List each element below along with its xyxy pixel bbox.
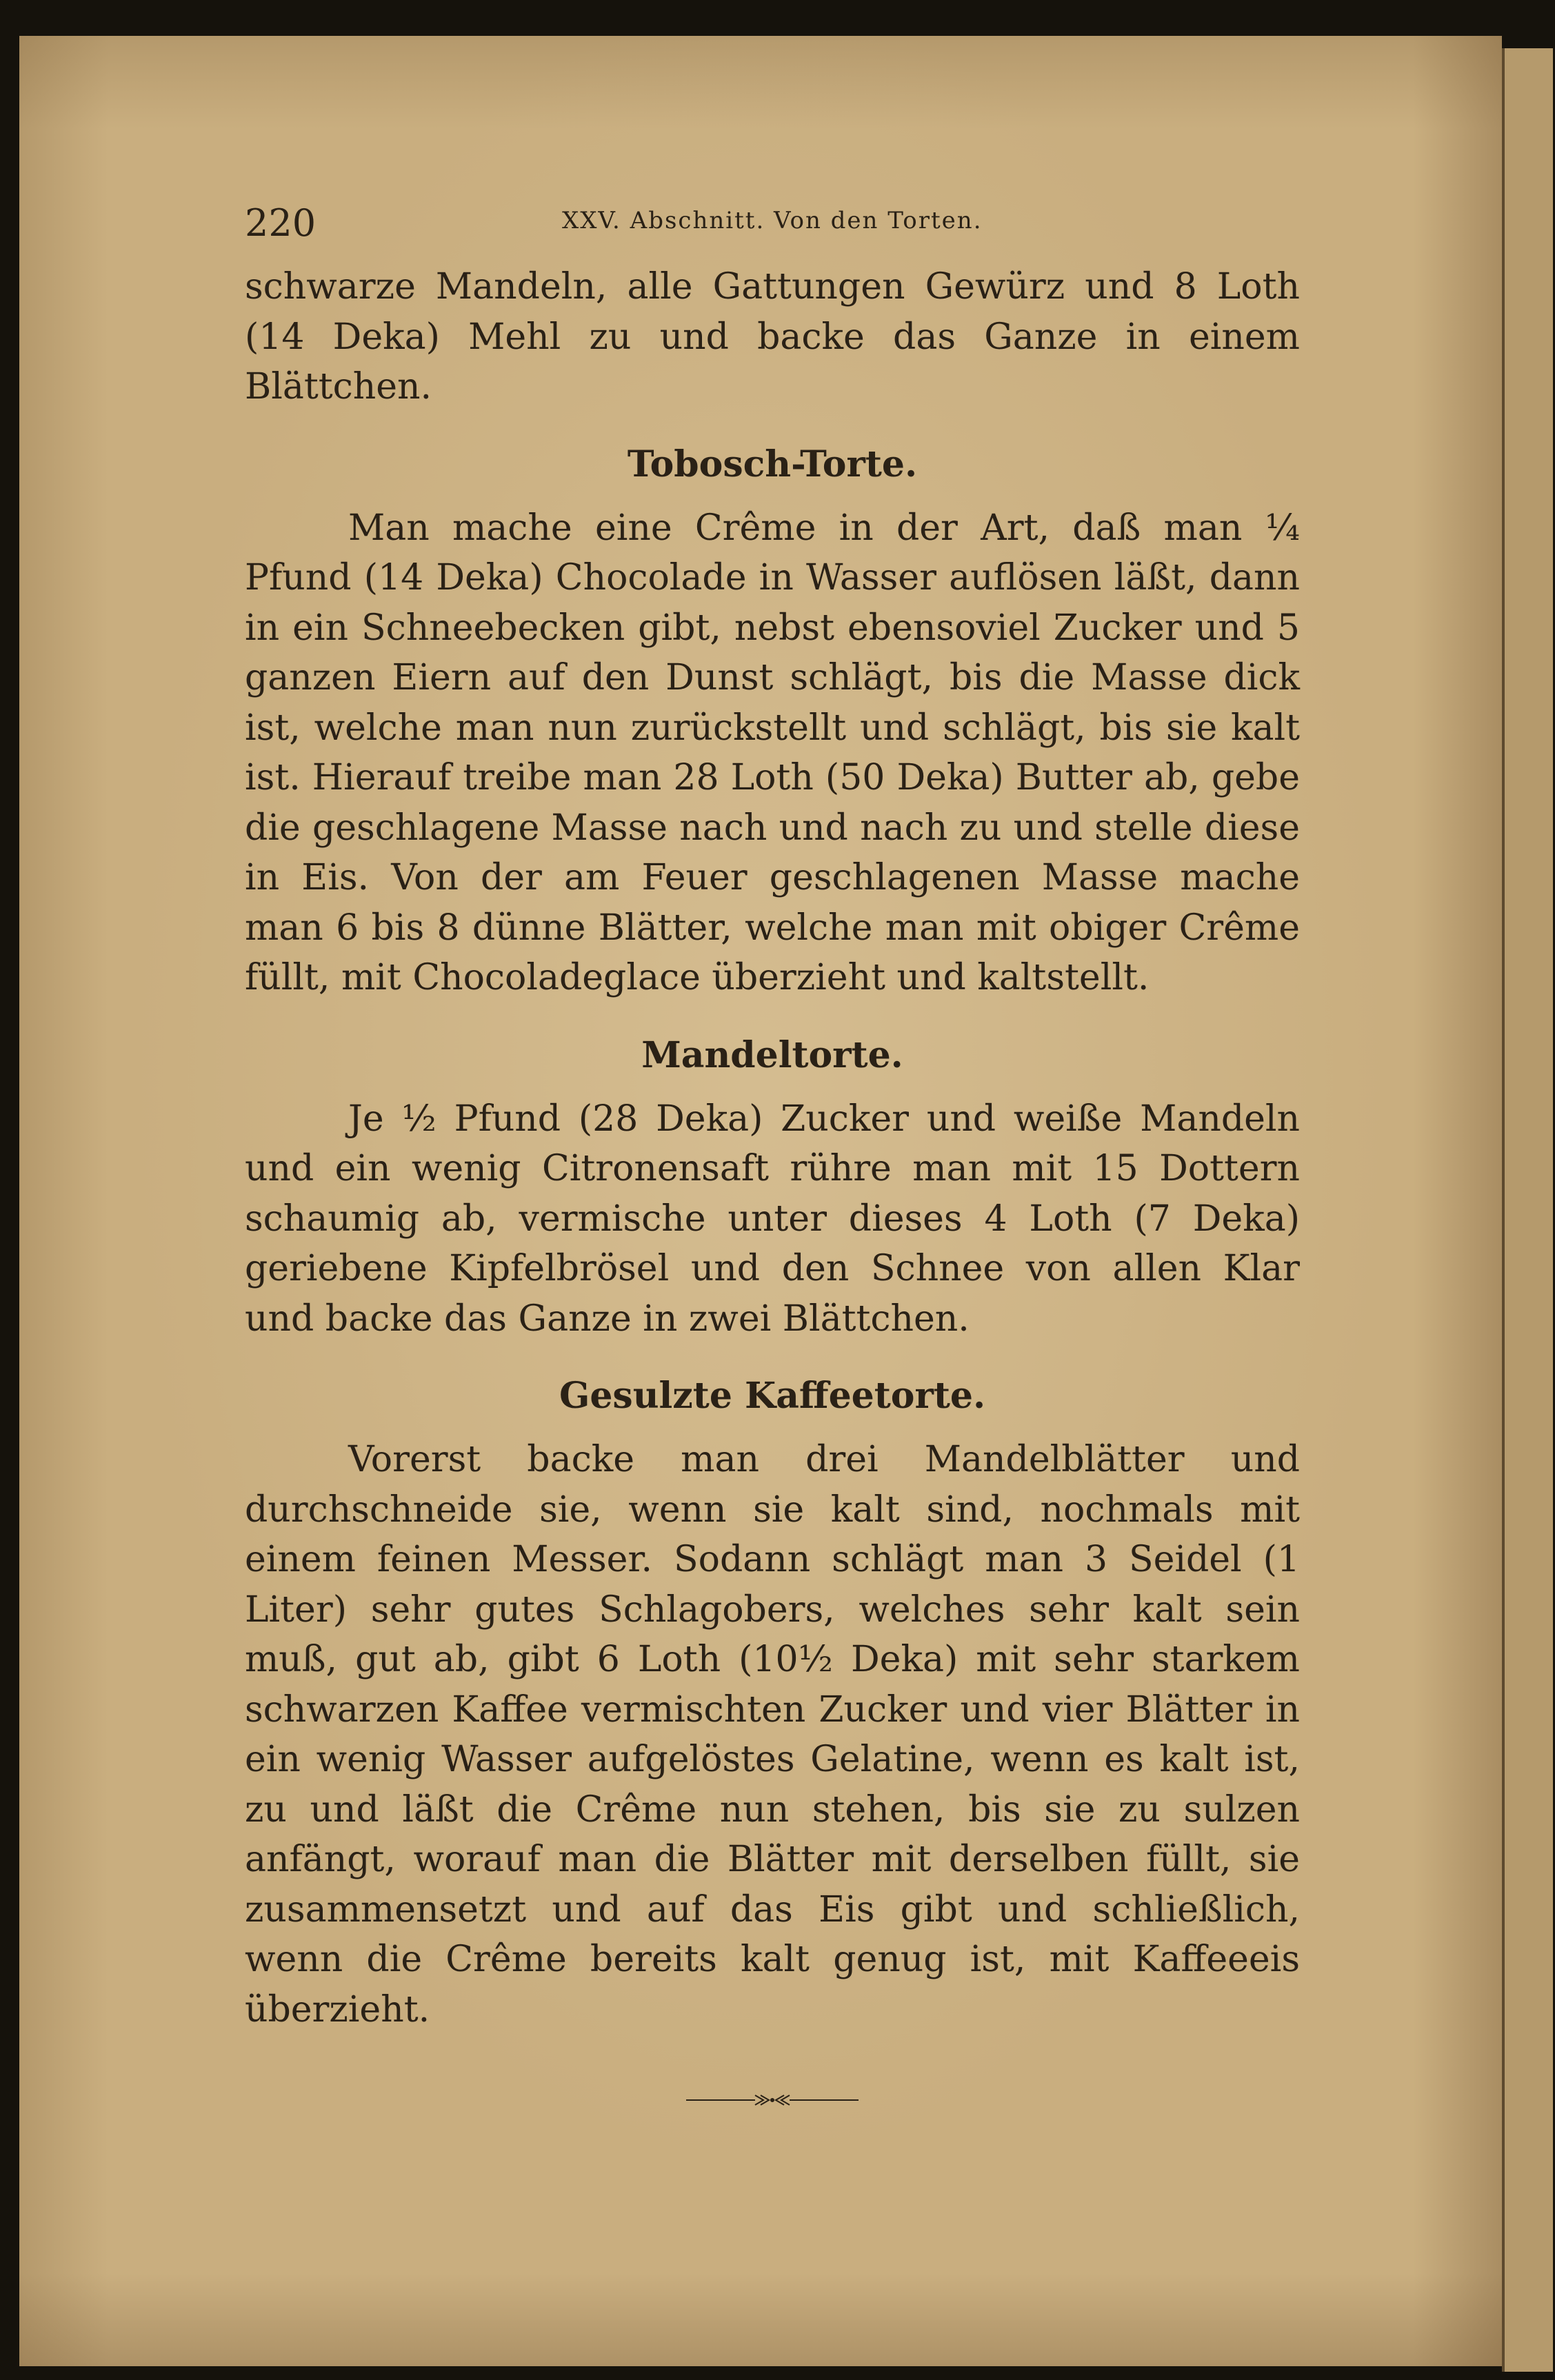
next-page-edge bbox=[1502, 48, 1553, 2372]
recipe-text-tobosch: Man mache eine Crême in der Art, daß man ¼ Pfund (14 Deka) Chocolade in Wasser auflösen läßt, dann in ein Schneebecken gibt, nebst ebensoviel Zucker und 5 ganzen Eiern auf den Dunst schlägt, bis die Masse dick ist, welche man nun zurückstellt und schlägt, bis sie kalt ist. Hierauf treibe man 28 Loth (50 Deka) Butter ab, gebe die geschlagene Masse nach und nach zu und stelle diese in Eis. Von der am Feuer geschlagenen Masse mache man 6 bis 8 dünne Blätter, welche man mit obiger Crême füllt, mit Chocoladeglace überzieht und kaltstellt. bbox=[245, 507, 1300, 998]
recipe-title-kaffeetorte: Gesulzte Kaffeetorte. bbox=[559, 1375, 986, 1417]
recipe-text-mandeltorte: Je ½ Pfund (28 Deka) Zucker und weiße Mandeln und ein wenig Citronensaft rühre man mit 15 Dottern schaumig ab, vermische unter dieses 4 Loth (7 Deka) geriebene Kipfelbrösel und den Schnee von allen Klar und backe das Ganze in zwei Blättchen. bbox=[245, 1098, 1300, 1340]
recipe-title-mandeltorte: Mandeltorte. bbox=[641, 1033, 903, 1076]
intro-paragraph: schwarze Mandeln, alle Gattungen Gewürz und 8 Loth (14 Deka) Mehl zu und backe das Ganze in einem Blättchen. bbox=[245, 266, 1300, 407]
page-text-block bbox=[245, 186, 1300, 2110]
page-number: 220 bbox=[245, 201, 317, 245]
recipe-text-kaffeetorte: Vorerst backe man drei Mandelblätter und durchschneide sie, wenn sie kalt sind, nochmals mit einem feinen Messer. Sodann schlägt man 3 Seidel (1 Liter) sehr gutes Schlagobers, welches sehr kalt sein muß, gut ab, gibt 6 Loth (10½ Deka) mit sehr starkem schwarzen Kaffee vermischten Zucker und vier Blätter in ein wenig Wasser aufgelöstes Gelatine, wenn es kalt ist, zu und läßt die Crême nun stehen, bis sie zu sulzen anfängt, worauf man die Blätter mit derselben füllt, sie zusammensetzt und auf das Eis gibt und schließlich, wenn die Crême bereits kalt genug ist, mit Kaffeeeis überzieht. bbox=[245, 1439, 1300, 2030]
end-ornament-icon bbox=[686, 2090, 859, 2110]
page-header bbox=[245, 186, 1300, 262]
recipe-title-tobosch: Tobosch-Torte. bbox=[627, 443, 918, 485]
running-title: XXV. Abschnitt. Von den Torten. bbox=[562, 207, 983, 234]
